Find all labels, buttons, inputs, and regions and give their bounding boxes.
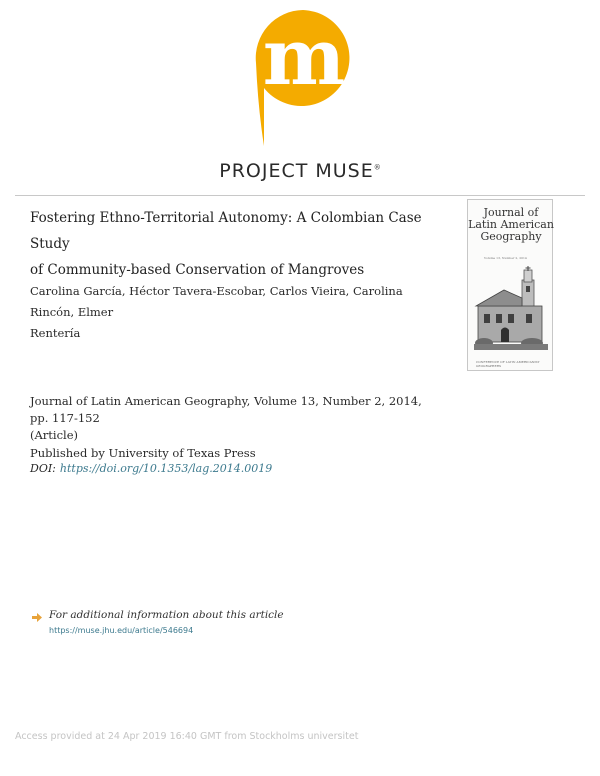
project-muse-logo [248,8,358,148]
publisher: Published by University of Texas Press [30,446,256,460]
doi-label: DOI: [30,462,56,475]
cover-footer: CONFERENCE OF LATIN AMERICANIST GEOGRAPHERS [476,360,540,368]
article-title: Fostering Ethno-Territorial Autonomy: A Colombian Case Study of Community-based Conservation of Mangroves [30,210,422,278]
publisher-block [30,445,430,477]
brand-name [0,160,600,182]
journal-citation: Journal of Latin American Geography, Volume 13, Number 2, 2014, pp. 117-152 (Article) [30,394,422,442]
access-notice: Access provided at 24 Apr 2019 16:40 GMT from Stockholms universitet [15,731,359,742]
journal-cover [467,199,553,371]
divider [15,195,585,196]
church-illustration [474,266,548,352]
article-link[interactable]: https://muse.jhu.edu/article/546694 [49,626,194,635]
article-authors: Carolina García, Héctor Tavera-Escobar, Carlos Vieira, Carolina Rincón, Elmer Rentería [30,284,403,340]
logo-letter: m [262,12,346,103]
arrow-bullet-icon [32,613,42,622]
brand-text: PROJECT MUSE [219,160,374,182]
cover-volume: Volume 13, Number 2, 2014 [484,256,527,260]
doi-link[interactable]: https://doi.org/10.1353/lag.2014.0019 [59,462,273,475]
cover-title: Journal of Latin American Geography [468,206,554,243]
additional-info-label: For additional information about this article [49,609,284,621]
registered-mark: ® [373,163,381,172]
doi-row [30,461,430,477]
